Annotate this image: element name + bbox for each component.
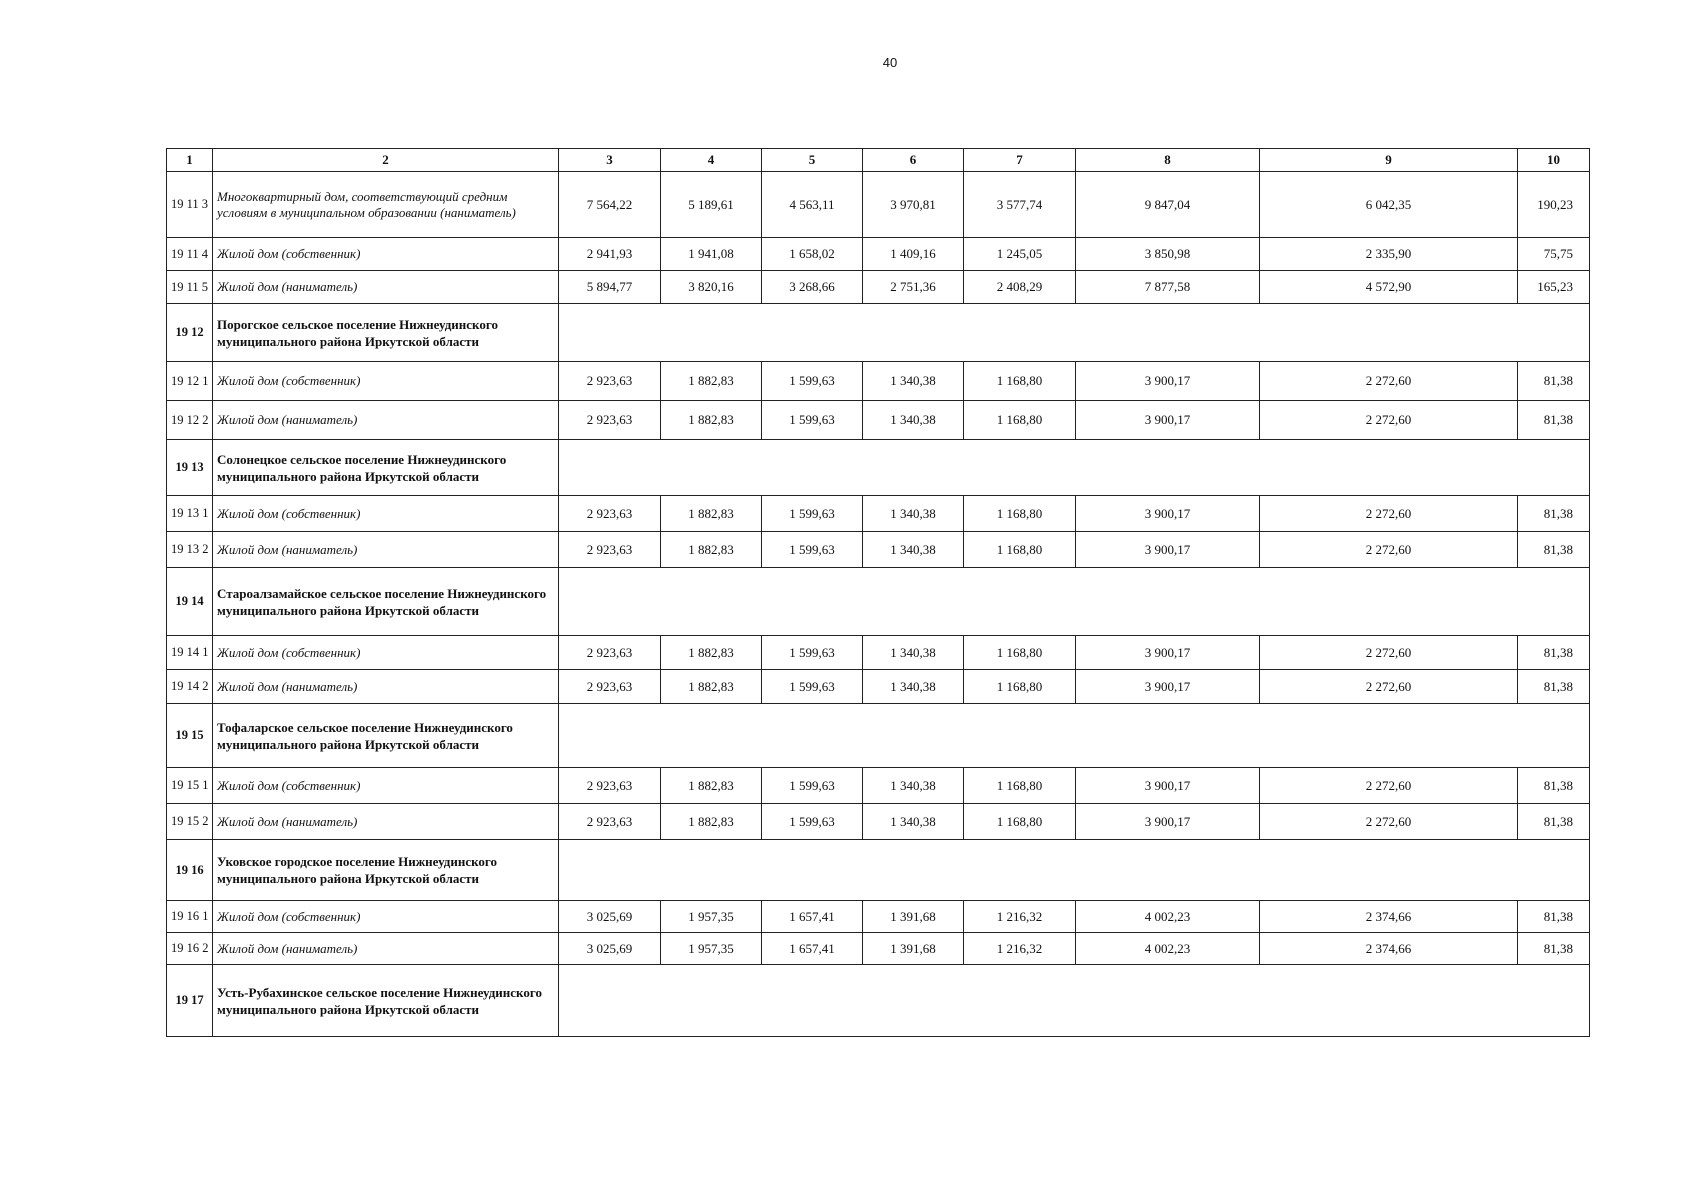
value-cell: 1 391,68 [863,933,964,965]
value-cell: 2 272,60 [1260,496,1518,532]
value-cell: 1 340,38 [863,401,964,440]
value-cell: 2 923,63 [559,401,661,440]
section-code: 19 16 [167,840,213,901]
value-cell: 2 923,63 [559,362,661,401]
table-row [167,768,1590,804]
table-row [167,238,1590,271]
value-cell: 1 340,38 [863,768,964,804]
column-header: 9 [1260,149,1518,172]
section-code: 19 12 [167,304,213,362]
row-code: 19 12 1 [167,362,213,401]
value-cell: 1 340,38 [863,804,964,840]
value-cell: 1 216,32 [964,901,1076,933]
row-name: Жилой дом (собственник) [213,362,559,401]
table-row [167,172,1590,238]
value-cell: 3 970,81 [863,172,964,238]
value-cell: 6 042,35 [1260,172,1518,238]
value-cell: 3 900,17 [1076,768,1260,804]
table-row [167,901,1590,933]
row-code: 19 12 2 [167,401,213,440]
table-row [167,933,1590,965]
section-row [167,304,1590,362]
column-header: 1 [167,149,213,172]
value-cell: 1 882,83 [661,768,762,804]
value-cell: 3 025,69 [559,933,661,965]
value-cell: 1 409,16 [863,238,964,271]
section-name: Тофаларское сельское поселение Нижнеудинского муниципального района Иркутской области [213,704,559,768]
value-cell: 1 599,63 [762,401,863,440]
value-cell: 81,38 [1518,532,1590,568]
value-cell: 1 168,80 [964,804,1076,840]
value-cell: 3 850,98 [1076,238,1260,271]
value-cell: 7 877,58 [1076,271,1260,304]
column-header: 3 [559,149,661,172]
row-name: Жилой дом (собственник) [213,636,559,670]
section-row [167,440,1590,496]
row-code: 19 16 1 [167,901,213,933]
value-cell: 1 216,32 [964,933,1076,965]
value-cell: 2 923,63 [559,496,661,532]
value-cell: 190,23 [1518,172,1590,238]
value-cell: 3 900,17 [1076,670,1260,704]
value-cell: 2 272,60 [1260,362,1518,401]
column-header: 5 [762,149,863,172]
value-cell: 1 340,38 [863,636,964,670]
row-name: Жилой дом (наниматель) [213,804,559,840]
value-cell: 3 900,17 [1076,532,1260,568]
value-cell: 1 882,83 [661,804,762,840]
section-blank-cell [559,704,1590,768]
row-code: 19 16 2 [167,933,213,965]
table-header-row [167,149,1590,172]
section-name: Усть-Рубахинское сельское поселение Нижнеудинского муниципального района Иркутской области [213,965,559,1037]
table-body [167,172,1590,1037]
row-name: Жилой дом (наниматель) [213,670,559,704]
section-name: Староалзамайское сельское поселение Нижнеудинского муниципального района Иркутской области [213,568,559,636]
row-code: 19 15 1 [167,768,213,804]
value-cell: 2 272,60 [1260,804,1518,840]
value-cell: 1 391,68 [863,901,964,933]
value-cell: 2 335,90 [1260,238,1518,271]
table-row [167,362,1590,401]
row-name: Жилой дом (собственник) [213,768,559,804]
section-blank-cell [559,440,1590,496]
value-cell: 5 189,61 [661,172,762,238]
row-name: Жилой дом (наниматель) [213,933,559,965]
section-blank-cell [559,965,1590,1037]
value-cell: 1 168,80 [964,496,1076,532]
value-cell: 1 599,63 [762,496,863,532]
section-blank-cell [559,304,1590,362]
value-cell: 2 751,36 [863,271,964,304]
section-blank-cell [559,840,1590,901]
value-cell: 3 268,66 [762,271,863,304]
value-cell: 2 941,93 [559,238,661,271]
value-cell: 1 340,38 [863,532,964,568]
value-cell: 75,75 [1518,238,1590,271]
column-header: 7 [964,149,1076,172]
section-name: Уковское городское поселение Нижнеудинского муниципального района Иркутской области [213,840,559,901]
value-cell: 3 577,74 [964,172,1076,238]
value-cell: 4 002,23 [1076,901,1260,933]
value-cell: 1 657,41 [762,901,863,933]
value-cell: 1 658,02 [762,238,863,271]
section-code: 19 17 [167,965,213,1037]
value-cell: 2 408,29 [964,271,1076,304]
value-cell: 3 900,17 [1076,362,1260,401]
row-code: 19 11 5 [167,271,213,304]
row-code: 19 15 2 [167,804,213,840]
section-code: 19 14 [167,568,213,636]
row-code: 19 14 2 [167,670,213,704]
value-cell: 3 900,17 [1076,804,1260,840]
value-cell: 3 900,17 [1076,636,1260,670]
value-cell: 1 168,80 [964,670,1076,704]
section-row [167,965,1590,1037]
value-cell: 1 882,83 [661,532,762,568]
value-cell: 1 599,63 [762,804,863,840]
value-cell: 1 957,35 [661,901,762,933]
value-cell: 81,38 [1518,362,1590,401]
row-code: 19 13 2 [167,532,213,568]
value-cell: 2 272,60 [1260,670,1518,704]
value-cell: 2 272,60 [1260,532,1518,568]
value-cell: 1 340,38 [863,362,964,401]
row-name: Жилой дом (собственник) [213,238,559,271]
value-cell: 3 820,16 [661,271,762,304]
row-code: 19 11 4 [167,238,213,271]
value-cell: 3 900,17 [1076,496,1260,532]
value-cell: 1 599,63 [762,532,863,568]
value-cell: 1 882,83 [661,636,762,670]
value-cell: 1 882,83 [661,401,762,440]
table-row [167,271,1590,304]
value-cell: 1 599,63 [762,362,863,401]
table-row [167,401,1590,440]
value-cell: 3 900,17 [1076,401,1260,440]
column-header: 10 [1518,149,1590,172]
section-row [167,704,1590,768]
table-row [167,804,1590,840]
value-cell: 1 168,80 [964,532,1076,568]
value-cell: 81,38 [1518,804,1590,840]
column-header: 4 [661,149,762,172]
row-name: Жилой дом (наниматель) [213,401,559,440]
section-code: 19 13 [167,440,213,496]
table-row [167,532,1590,568]
value-cell: 1 168,80 [964,768,1076,804]
table-row [167,670,1590,704]
value-cell: 5 894,77 [559,271,661,304]
row-name: Жилой дом (наниматель) [213,532,559,568]
column-header: 2 [213,149,559,172]
value-cell: 81,38 [1518,933,1590,965]
value-cell: 1 599,63 [762,670,863,704]
value-cell: 1 245,05 [964,238,1076,271]
section-name: Порогское сельское поселение Нижнеудинского муниципального района Иркутской области [213,304,559,362]
table-row [167,636,1590,670]
value-cell: 4 002,23 [1076,933,1260,965]
section-row [167,840,1590,901]
section-name: Солонецкое сельское поселение Нижнеудинского муниципального района Иркутской области [213,440,559,496]
value-cell: 1 599,63 [762,768,863,804]
value-cell: 81,38 [1518,496,1590,532]
row-name: Многоквартирный дом, соответствующий средним условиям в муниципальном образовании (наниматель) [213,172,559,238]
table-row [167,496,1590,532]
value-cell: 3 025,69 [559,901,661,933]
value-cell: 1 340,38 [863,496,964,532]
row-name: Жилой дом (собственник) [213,496,559,532]
value-cell: 1 882,83 [661,362,762,401]
row-name: Жилой дом (собственник) [213,901,559,933]
value-cell: 1 168,80 [964,362,1076,401]
section-blank-cell [559,568,1590,636]
value-cell: 2 923,63 [559,532,661,568]
value-cell: 4 572,90 [1260,271,1518,304]
value-cell: 1 599,63 [762,636,863,670]
value-cell: 2 374,66 [1260,933,1518,965]
value-cell: 81,38 [1518,768,1590,804]
value-cell: 1 882,83 [661,496,762,532]
value-cell: 81,38 [1518,401,1590,440]
value-cell: 81,38 [1518,636,1590,670]
value-cell: 1 657,41 [762,933,863,965]
value-cell: 1 168,80 [964,401,1076,440]
value-cell: 2 272,60 [1260,768,1518,804]
value-cell: 2 923,63 [559,670,661,704]
value-cell: 1 168,80 [964,636,1076,670]
row-code: 19 14 1 [167,636,213,670]
value-cell: 2 923,63 [559,768,661,804]
value-cell: 1 340,38 [863,670,964,704]
value-cell: 1 941,08 [661,238,762,271]
value-cell: 2 923,63 [559,636,661,670]
section-code: 19 15 [167,704,213,768]
value-cell: 81,38 [1518,670,1590,704]
value-cell: 4 563,11 [762,172,863,238]
row-name: Жилой дом (наниматель) [213,271,559,304]
value-cell: 2 374,66 [1260,901,1518,933]
value-cell: 9 847,04 [1076,172,1260,238]
value-cell: 81,38 [1518,901,1590,933]
page-number: 40 [882,55,898,70]
section-row [167,568,1590,636]
value-cell: 165,23 [1518,271,1590,304]
value-cell: 2 272,60 [1260,401,1518,440]
column-header: 8 [1076,149,1260,172]
column-header: 6 [863,149,964,172]
row-code: 19 13 1 [167,496,213,532]
value-cell: 2 272,60 [1260,636,1518,670]
tariff-table [166,148,1590,1037]
value-cell: 1 882,83 [661,670,762,704]
row-code: 19 11 3 [167,172,213,238]
value-cell: 1 957,35 [661,933,762,965]
value-cell: 7 564,22 [559,172,661,238]
value-cell: 2 923,63 [559,804,661,840]
